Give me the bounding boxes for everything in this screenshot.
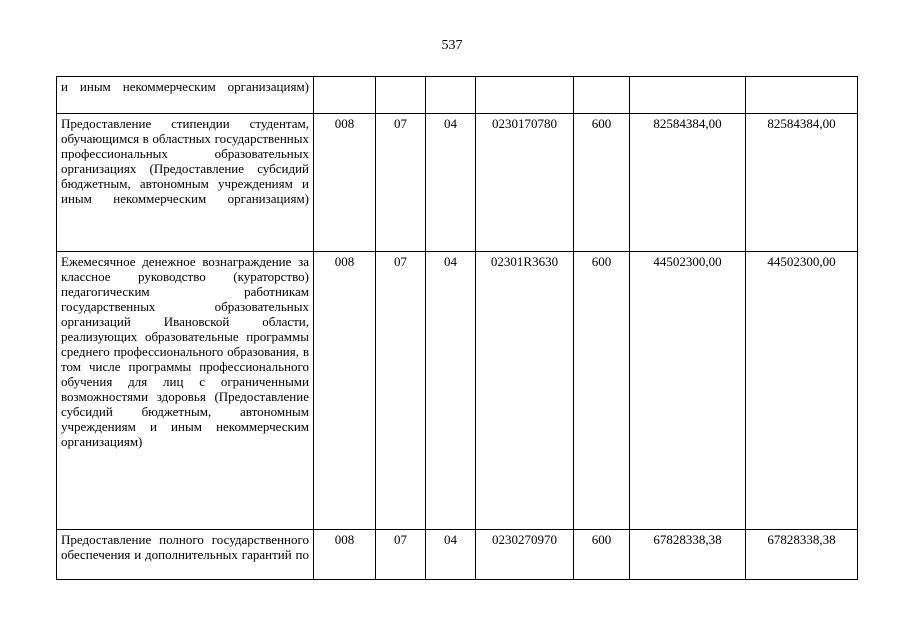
table-row [57,114,858,252]
budget-table [56,76,858,580]
table-row [57,77,858,114]
amount-year-1: 67828338,38 [630,530,746,580]
target-article-code: 0230170780 [476,114,574,252]
amount-year-2: 44502300,00 [746,252,858,530]
amount-year-2: 82584384,00 [746,114,858,252]
subsection-code: 04 [426,114,476,252]
amount-year-1: 82584384,00 [630,114,746,252]
row-description: Предоставление стипендии студентам, обучающимся в областных государственных профессиональных образовательных организациях (Предоставление субсидий бюджетным, автономным учреждениям и иным некоммерческим организациям) [57,114,314,252]
expense-type-code: 600 [574,252,630,530]
section-code: 07 [376,530,426,580]
subsection-code: 04 [426,252,476,530]
amount-year-2: 67828338,38 [746,530,858,580]
subsection-code: 04 [426,530,476,580]
amount-year-1 [630,77,746,114]
table-row [57,530,858,580]
row-description: Ежемесячное денежное вознаграждение за классное руководство (кураторство) педагогическим работникам государственных образовательных организаций Ивановской области, реализующих образовательные программы среднего профессионального образования, в том числе программы профессионального обучения для лиц с ограниченными возможностями здоровья (Предоставление субсидий бюджетным, автономным учреждениям и иным некоммерческим организациям) [57,252,314,530]
ministry-code: 008 [314,114,376,252]
ministry-code [314,77,376,114]
ministry-code: 008 [314,252,376,530]
amount-year-1: 44502300,00 [630,252,746,530]
section-code [376,77,426,114]
expense-type-code: 600 [574,114,630,252]
page-number: 537 [441,38,463,53]
target-article-code: 0230270970 [476,530,574,580]
subsection-code [426,77,476,114]
expense-type-code [574,77,630,114]
target-article-code: 02301R3630 [476,252,574,530]
row-description: и иным некоммерческим организациям) [57,77,314,114]
row-description: Предоставление полного государственного обеспечения и дополнительных гарантий по [57,530,314,580]
ministry-code: 008 [314,530,376,580]
target-article-code [476,77,574,114]
expense-type-code: 600 [574,530,630,580]
amount-year-2 [746,77,858,114]
section-code: 07 [376,114,426,252]
section-code: 07 [376,252,426,530]
table-row [57,252,858,530]
